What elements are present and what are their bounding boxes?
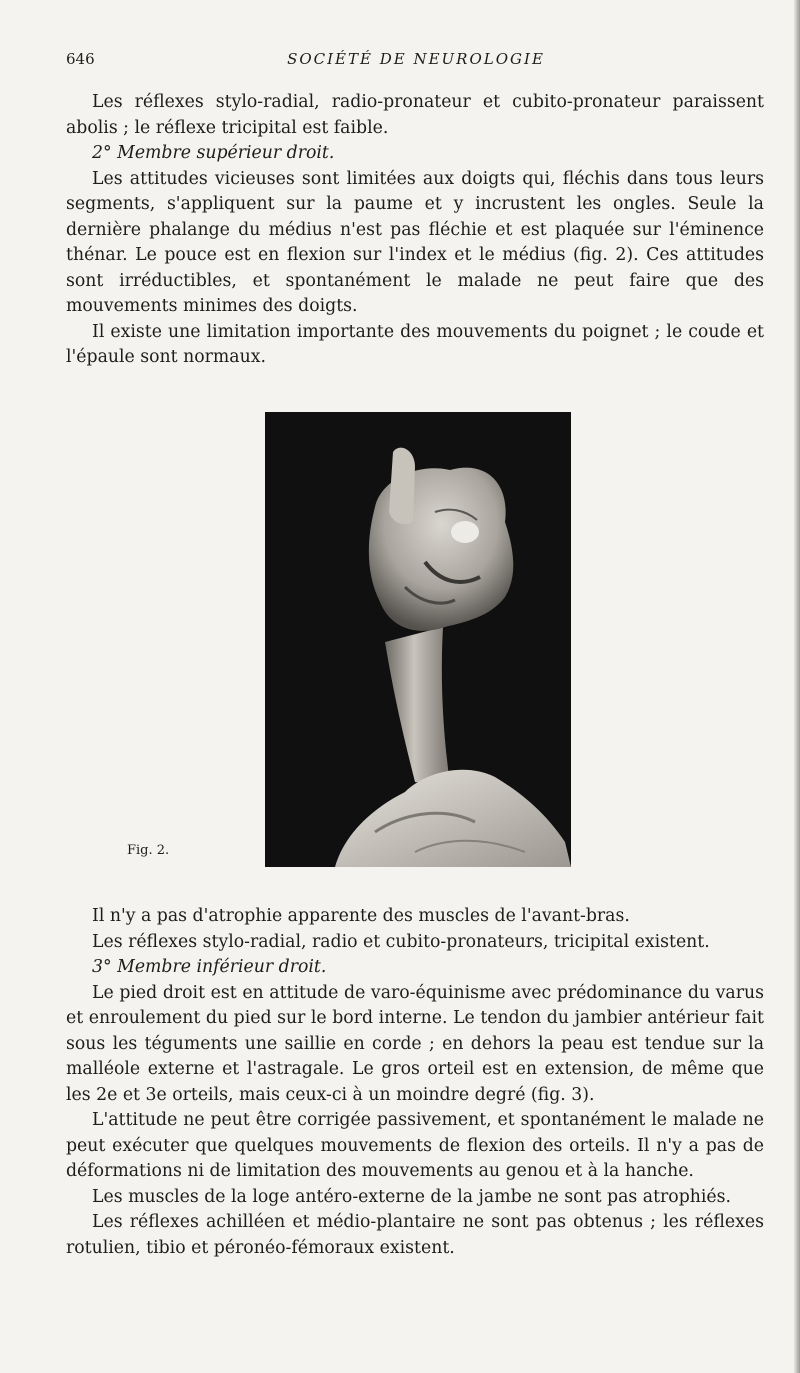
running-title: SOCIÉTÉ DE NEUROLOGIE	[287, 50, 545, 68]
page-number: 646	[66, 50, 95, 68]
text-block-top	[66, 90, 764, 371]
paragraph-attitudes: Les attitudes vicieuses sont limitées aux doigts qui, fléchis dans tous leurs segments, s'appliquent sur la paume et y incrustent les ongles. Seule la dernière phalange du médius n'est pas fléchie et est plaquée sur l'éminence thénar. Le pouce est en flexion sur l'index et le médius (fig. 2). Ces attitudes sont irréductibles, et spontanément le malade ne peut faire que des mouvements minimes des doigts.	[66, 168, 764, 316]
paragraph-muscles: Les muscles de la loge antéro-externe de la jambe ne sont pas atrophiés.	[92, 1186, 732, 1207]
section-heading-upper-right-limb: 2° Membre supérieur droit.	[92, 143, 335, 163]
paragraph-reflexes-left: Les réflexes stylo-radial, radio-pronateur et cubito-pronateur paraissent abolis ; le réflexe tricipital est faible.	[66, 92, 764, 138]
hand-photo-illustration	[265, 412, 571, 867]
paragraph-foot-attitude: Le pied droit est en attitude de varo-équinisme avec prédominance du varus et enroulement du pied sur le bord interne. Le tendon du jambier antérieur fait sous les téguments une saillie en corde ; en dehors la peau est tendue sur la malléole externe et l'astragale. Le gros orteil est en extension, de même que les 2e et 3e orteils, mais ceux-ci à un moindre degré (fig. 3).	[66, 982, 764, 1105]
text-block-bottom	[66, 904, 764, 1261]
paragraph-no-atrophy: Il n'y a pas d'atrophie apparente des muscles de l'avant-bras.	[92, 906, 630, 926]
paragraph-correction: L'attitude ne peut être corrigée passivement, et spontanément le malade ne peut exécuter que quelques mouvements de flexion des orteils. Il n'y a pas de déformations ni de limitation des mouvements au genou et à la hanche.	[66, 1110, 764, 1181]
section-heading-lower-right-limb: 3° Membre inférieur droit.	[92, 957, 327, 977]
paragraph-wrist-limitation: Il existe une limitation importante des mouvements du poignet ; le coude et l'épaule sont normaux.	[66, 321, 764, 367]
figure-hand-photo	[265, 412, 571, 867]
page-edge-shadow	[794, 0, 800, 1373]
paragraph-reflexes-exist: Les réflexes stylo-radial, radio et cubito-pronateurs, tricipital existent.	[92, 931, 710, 952]
figure-caption: Fig. 2.	[127, 843, 170, 858]
paragraph-achilles-reflexes: Les réflexes achilléen et médio-plantaire ne sont pas obtenus ; les réflexes rotulien, tibio et péronéo-fémoraux existent.	[66, 1212, 764, 1258]
page-header	[66, 50, 766, 74]
